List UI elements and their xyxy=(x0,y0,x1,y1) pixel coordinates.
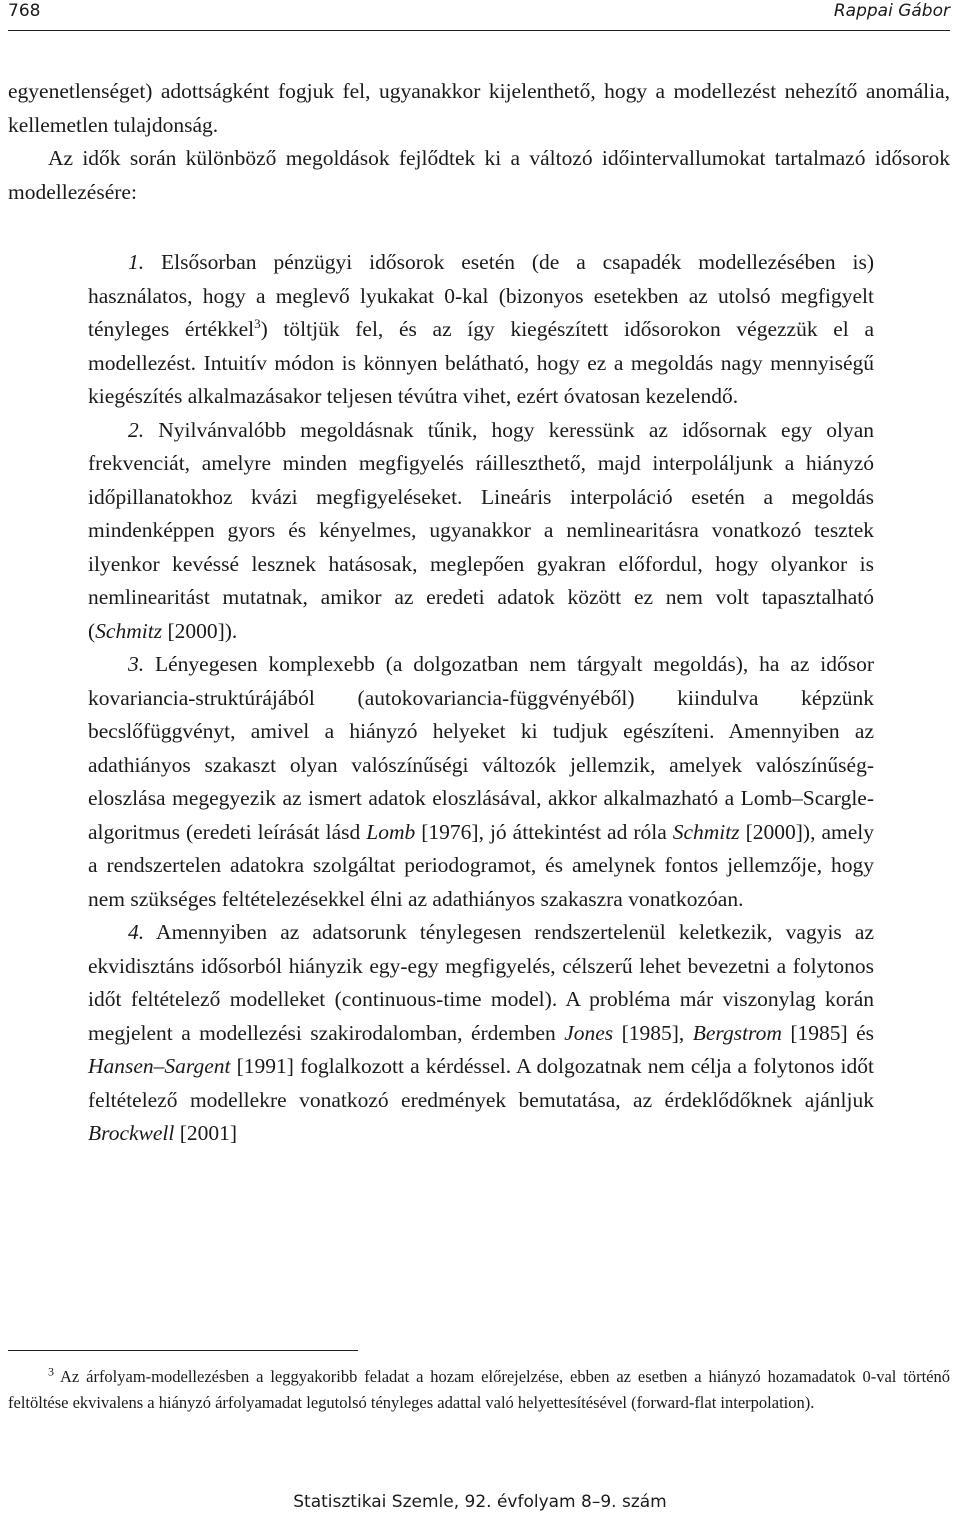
citation-author: Jones xyxy=(564,1020,614,1045)
item-number: 4. xyxy=(128,920,145,944)
citation-author: Schmitz xyxy=(95,618,163,643)
item-number: 1. xyxy=(128,250,145,274)
item-text: Nyilvánvalóbb megoldásnak tűnik, hogy keressünk az idősornak egy olyan frekvenciát, amelyre minden megfigyelés ráilleszthető, majd interpoláljunk a hiányzó időpillanatokhoz kvázi megfigyeléseket. Lineáris interpoláció esetén a megoldás mindenképpen gyors és kényelmes, ugyanakkor a nemlinearitásra vonatkozó tesztek ilyenkor kevéssé lesznek hatásosak, meglepően gyakran előfordul, hogy olyankor is nemlinearitást mutatnak, amikor az eredeti adatok között ez nem volt tapasztalható ( xyxy=(88,417,874,643)
running-footer: Statisztikai Szemle, 92. évfolyam 8–9. szám xyxy=(293,1492,667,1512)
item-text: [1991] foglalkozott a kérdéssel. A dolgozatnak nem célja a folytonos időt feltételező modellekre vonatkozó eredmények bemutatása, az érdeklődőknek ajánljuk xyxy=(88,1054,874,1112)
footnote-divider xyxy=(8,1350,358,1351)
item-text: [2001] xyxy=(174,1121,238,1145)
footnote-paragraph xyxy=(8,1364,950,1416)
item-text: [2000]), amely a rendszertelen adatokra szolgáltat periodogramot, és amelynek fontos jellemzője, hogy nem szükséges feltételezésekkel élni az adathiányos szakaszra vonatkozóan. xyxy=(88,819,874,911)
numbered-list xyxy=(88,246,874,1151)
citation-author: Hansen–Sargent xyxy=(88,1054,231,1078)
citation-author: Brockwell xyxy=(88,1121,175,1145)
intro-paragraph-2: Az idők során különböző megoldások fejlődtek ki a változó időintervallumokat tartalmazó idősorok modellezésére: xyxy=(8,146,950,204)
page-number: 768 xyxy=(8,1,41,21)
item-number: 3. xyxy=(128,652,145,676)
citation-author: Schmitz xyxy=(672,819,740,844)
item-text: [1985], xyxy=(613,1020,693,1045)
item-text: Amennyiben az adatsorunk ténylegesen rendszertelenül keletkezik, vagyis az ekvidisztáns idősorból hiányzik egy-egy megfigyelés, célszerű lehet bevezetni a folytonos időt feltételező modelleket (continuous-time model). A probléma már viszonylag korán megjelent a modellezési szakirodalomban, érdemben xyxy=(88,920,874,1045)
list-item-2 xyxy=(88,414,874,649)
intro-paragraph-1: egyenetlenséget) adottságként fogjuk fel, ugyanakkor kijelenthető, hogy a modellezést nehezítő anomália, kellemetlen tulajdonság. xyxy=(8,79,950,137)
item-text: [2000]). xyxy=(162,618,238,643)
item-text: Lényegesen komplexebb (a dolgozatban nem tárgyalt megoldás), ha az idősor kovariancia-struktúrájából (autokovariancia-függvényéből) kiindulva képzünk becslőfüggvényt, amivel a hiányzó helyeket ki tudjuk egészíteni. Amennyiben az adathiányos szakaszt olyan valószínűségi változók jellemzik, amelyek valószínűség-eloszlása megegyezik az ismert adatok eloszlásával, akkor alkalmazható a Lomb–Scargle-algoritmus (eredeti leírását lásd xyxy=(88,652,874,844)
list-item-1 xyxy=(88,246,874,414)
running-header xyxy=(8,0,950,31)
list-item-4 xyxy=(88,916,874,1151)
citation-author: Lomb xyxy=(366,819,416,844)
footnote xyxy=(8,1364,950,1416)
list-item-3 xyxy=(88,648,874,916)
citation-author: Bergstrom xyxy=(692,1020,782,1045)
item-text: Elsősorban pénzügyi idősorok esetén (de a csapadék modellezésében is) használatos, hogy a meglevő lyukakat 0-kal (bizonyos esetekben az utolsó megfigyelt tényleges értékkel xyxy=(88,250,874,341)
item-text: [1985] és xyxy=(781,1020,875,1045)
footnote-marker[interactable]: 3 xyxy=(254,315,261,331)
running-author: Rappai Gábor xyxy=(833,1,950,21)
footnote-number: 3 xyxy=(48,1364,54,1379)
item-number: 2. xyxy=(128,417,145,442)
intro-text xyxy=(8,75,950,209)
footnote-text: Az árfolyam-modellezésben a leggyakoribb feladat a hozam előrejelzése, ebben az esetben a hiányzó hozamadatok 0-val történő feltöltése ekvivalens a hiányzó árfolyamadat legutolsó tényleges adattal való helyettesítésével (forward-flat interpolation). xyxy=(8,1367,950,1412)
item-text: [1976], jó áttekintést ad róla xyxy=(415,819,673,844)
item-text: ) töltjük fel, és az így kiegészített idősorokon végezzük el a modellezést. Intuitív módon is könnyen belátható, hogy ez a megoldás nagy mennyiségű kiegészítés alkalmazásakor teljesen tévútra vihet, ezért óvatosan kezelendő. xyxy=(88,317,874,408)
